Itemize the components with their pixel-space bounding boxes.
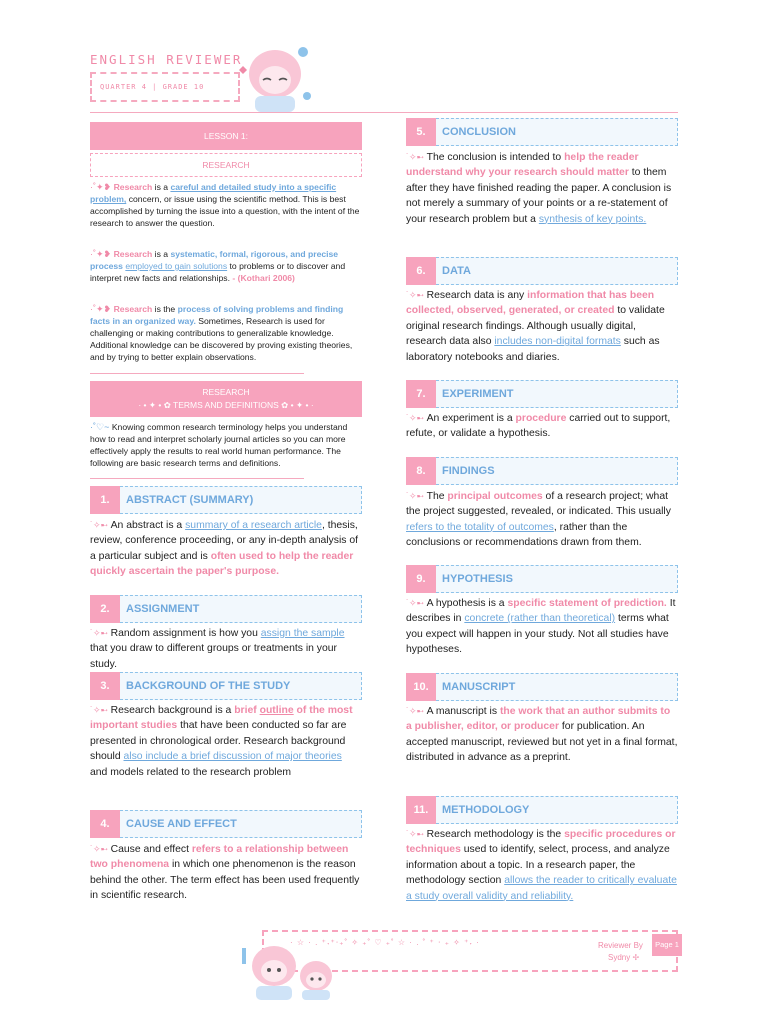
section-header [90,486,362,514]
body-text: Research background is a [110,705,235,716]
section-number: 10. [406,673,436,701]
definition-highlight[interactable]: careful and detailed study into a specific problem, [90,182,337,204]
definition-highlight: systematic, formal, rigorous, and precise process [90,249,339,271]
definition-2 [90,248,362,284]
body-text: of a research project; what the project suggested, revealed, or indicated. This usually [406,491,671,518]
section-number: 9. [406,565,436,593]
subtitle: QUARTER 4 | GRADE 10 [100,83,205,91]
terms-header [90,381,362,417]
highlight-text: specific statement of prediction. [507,598,667,609]
bullet-icon: ˙✧➸ [406,290,427,300]
body-text: Cause and effect [110,844,192,855]
body-text: Random assignment is how you [110,628,261,639]
section-number: 2. [90,595,120,623]
terms-header-title: RESEARCH [202,387,250,397]
definition-pre: is a [154,182,169,192]
body-text: The conclusion is intended to [426,152,565,163]
section-body [90,703,362,780]
section-body [90,842,362,904]
bullet-icon: ·˚♡~ [90,422,112,432]
definition-lead: Research [113,182,153,192]
footer-decoration: · ☆ · . ⁺˖⁺‧₊˚ ✧ ₊˚ ♡ ₊˚ ☆ · . ˚ ⁺ ‧ ₊ ✧ ⁺˖ · [290,938,480,947]
section-number: 7. [406,380,436,408]
body-text: that you draw to different groups or treatments in your study. [90,643,338,670]
body-text: , rather than the conclusions or recommendations drawn from them. [406,521,642,549]
section-title: DATA [442,265,471,277]
section-title-box [436,796,678,824]
section-title: HYPOTHESIS [442,573,513,585]
term-link[interactable]: assign the sample [260,628,345,639]
body-text: , thesis, review, conference proceeding, or any in-depth analysis of a particular subject and is [90,520,359,562]
definition-pre: is a [154,249,169,259]
section-header [90,810,362,838]
highlight-text: the work that an author submits to a publisher, editor, or producer [406,706,671,733]
section-title-box [436,565,678,593]
subtitle-box [90,72,240,102]
section-header [406,796,678,824]
section-body [406,489,678,551]
section-title-box [436,457,678,485]
mascot-illustration [240,936,345,1002]
section-body [90,626,362,672]
body-text: that have been conducted so far are presented in chronological order. Research background should [90,720,347,763]
highlight-link[interactable]: outline [259,705,294,716]
section-header [406,457,678,485]
section-header [406,565,678,593]
section-title-box [120,810,362,838]
section-number: 4. [90,810,120,838]
body-text: An abstract is a [110,520,186,531]
bullet-icon: ·˚✦❥ [90,304,114,314]
term-link[interactable]: allows the reader to critically evaluate a study overall validity and reliability. [406,875,677,902]
section-title-box [436,380,678,408]
body-text: to them after they have finished reading the paper. A conclusion is not merely a summary of your points or a re-statement of your research problem but a [406,167,672,225]
section-header [406,673,678,701]
lesson-label-bar [90,122,362,150]
section-body [90,518,362,580]
lesson-topic-box [90,153,362,177]
section-title-box [436,673,678,701]
section-title-box [120,486,362,514]
section-number: 5. [406,118,436,146]
bullet-icon: ˙✧➸ [406,413,427,423]
author-credit-line1: Reviewer By [598,941,643,950]
section-header [406,380,678,408]
body-text: to validate original research findings. Although usually digital, research data also [406,305,665,348]
term-link[interactable]: concrete (rather than theoretical) [464,613,616,625]
highlight-text: specific procedures or techniques [406,829,676,856]
highlight-text: principal outcomes [447,491,543,502]
section-title: FINDINGS [442,465,495,477]
section-header [90,672,362,700]
definition-lead: Research [113,249,153,259]
section-number: 6. [406,257,436,285]
terms-intro [90,421,362,469]
bullet-icon: ·˚✦❥ [90,249,114,259]
section-header [406,118,678,146]
bullet-icon: ˙✧➸ [406,706,427,716]
definition-text: Sometimes, Research is used for challenging or making contributions to generalizable knowledge. Additional knowledge can be discovered by proving existing theories, and by trying to better explain observations. [90,316,353,362]
terms-header-subtitle: · • ✦ • ✿ TERMS AND DEFINITIONS ✿ • ✦ • · [138,400,314,410]
section-title: ASSIGNMENT [126,603,200,615]
section-title: ABSTRACT (SUMMARY) [126,494,254,506]
header-divider [90,112,678,113]
highlight-text: information that has been collected, observed, generated, or created [406,290,655,317]
highlight-text: often used to help the reader quickly ascertain the paper's purpose. [90,550,354,578]
body-text: such as laboratory notebooks and diaries. [406,336,660,363]
divider [90,478,304,479]
mascot-illustration [233,36,323,114]
section-body [406,596,678,658]
body-text: A hypothesis is a [426,598,508,609]
section-title-box [120,672,362,700]
section-body [406,411,678,442]
body-text: and models related to the research problem [90,766,291,778]
terms-intro-text: Knowing common research terminology helps you understand how to read and interpret scholarly journal articles so you can more effectively apply the results to real world human performance. The following are basic research terms and definitions. [90,422,348,468]
body-text: An experiment is a [426,413,516,424]
section-title: CAUSE AND EFFECT [126,818,237,830]
section-title: METHODOLOGY [442,804,530,816]
bullet-icon: ·˚✦❥ [90,182,114,192]
section-title-box [436,118,678,146]
highlight-text: of the most important studies [90,705,353,732]
section-body [406,288,678,365]
bullet-icon: ˙✧➸ [406,598,427,608]
lesson-topic: RESEARCH [202,160,250,170]
highlight-text: procedure [515,413,567,424]
highlight-text: refers to a relationship between two phenomena [90,844,349,871]
definition-pre: is the [154,304,176,314]
highlight-text: help the reader understand why your research should matter [406,152,639,179]
lesson-label: LESSON 1: [204,131,248,141]
citation: - (Kothari 2006) [232,273,295,283]
term-link[interactable]: also include a brief discussion of major theories [123,751,342,763]
definition-lead: Research [113,304,153,314]
body-text: The [426,491,448,502]
bullet-icon: ˙✧➸ [90,520,111,530]
bullet-icon: ˙✧➸ [406,829,427,839]
term-link[interactable]: includes non-digital formats [494,336,621,348]
section-header [90,595,362,623]
section-header [406,257,678,285]
term-link[interactable]: synthesis of key points. [538,213,647,225]
highlight-text: brief [234,705,260,716]
page-number: Page 1 [652,934,682,956]
section-number: 1. [90,486,120,514]
section-title: CONCLUSION [442,126,516,138]
term-link[interactable]: summary of a research article [185,520,322,531]
body-text: A manuscript is [426,706,500,717]
bullet-icon: ˙✧➸ [406,491,427,501]
body-text: in which one phenomenon is the reason behind the other. The term effect has been used frequently in scientific research. [90,859,360,902]
bullet-icon: ˙✧➸ [90,844,111,854]
bullet-icon: ˙✧➸ [406,152,427,162]
definition-text: concern, or issue using the scientific method. This is best accomplished by turning the issue into a question, with the intent of the research to answer the question. [90,194,360,228]
section-title: EXPERIMENT [442,388,514,400]
document-title: ENGLISH REVIEWER [90,52,243,67]
definition-link[interactable]: employed to gain solutions [125,261,228,271]
section-title-box [120,595,362,623]
bullet-icon: ˙✧➸ [90,705,111,715]
author-credit [598,940,643,964]
definition-3 [90,303,362,363]
section-title-box [436,257,678,285]
bullet-icon: ˙✧➸ [90,628,111,638]
section-number: 8. [406,457,436,485]
section-title: MANUSCRIPT [442,681,516,693]
definition-1 [90,181,362,229]
section-number: 11. [406,796,436,824]
definition-text: to problems or to discover and interpret new facts and relationships. [90,261,346,283]
section-number: 3. [90,672,120,700]
divider [90,373,304,374]
author-credit-line2: Sydny ✢ [608,953,640,962]
term-link[interactable]: refers to the totality of outcomes [406,521,554,533]
section-body [406,150,678,227]
section-title: BACKGROUND OF THE STUDY [126,680,291,692]
body-text: used to identify, select, process, and analyze information about a topic. In a research paper, the methodology section [406,844,670,887]
body-text: Research data is any [426,290,528,301]
section-body [406,827,678,904]
definition-highlight: process of solving problems and finding facts in an organized way. [90,304,344,326]
body-text: terms what you expect will happen in your study. Not all studies have hypotheses. [406,613,669,656]
section-body [406,704,678,766]
body-text: Research methodology is the [426,829,565,840]
body-text: for publication. An accepted manuscript, reviewed but not yet in a final format, distributed in advance as a preprint. [406,721,678,764]
body-text: carried out to support, refute, or validate a hypothesis. [406,413,671,440]
body-text: It describes in [406,598,676,625]
